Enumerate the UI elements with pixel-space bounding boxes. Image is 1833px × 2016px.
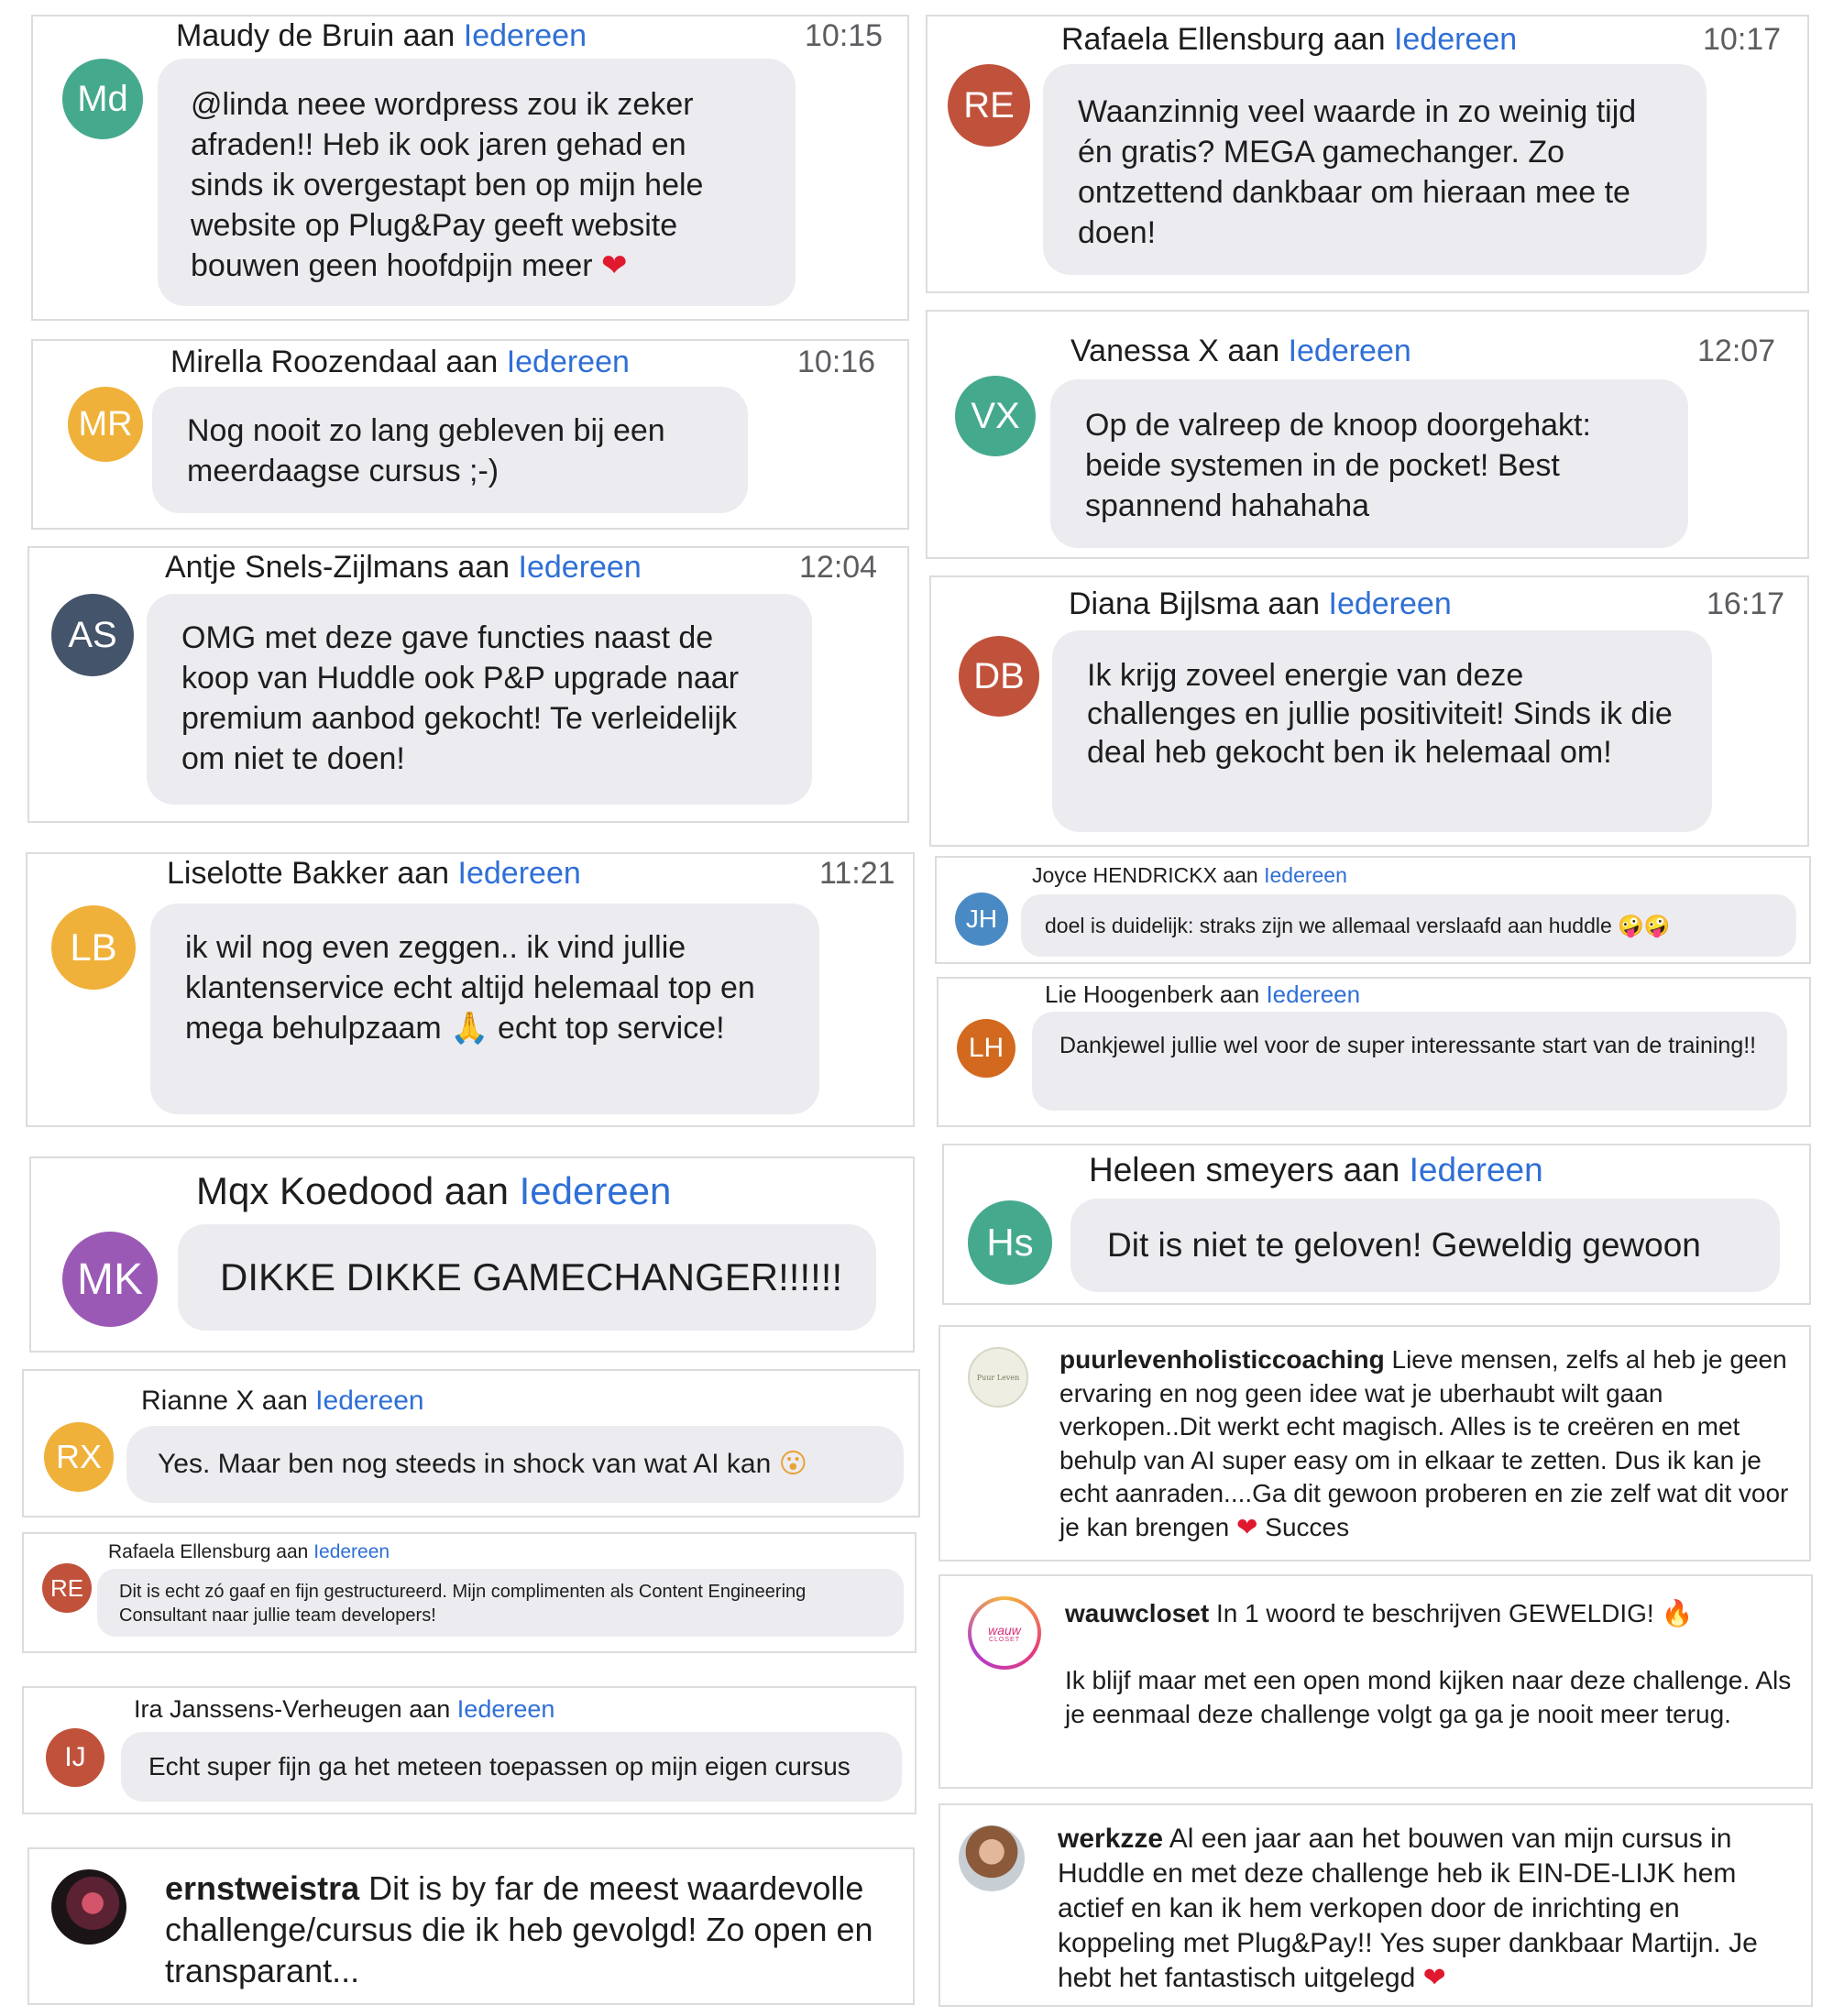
message-bubble (147, 594, 812, 805)
author-name[interactable]: Rianne X (141, 1386, 255, 1416)
recipient-link[interactable]: Iedereen (1409, 1151, 1543, 1189)
recipient-link[interactable]: Iedereen (1266, 981, 1361, 1008)
comment-card-rianne (22, 1369, 920, 1517)
message-text: Dit is echt zó gaaf en fijn gestructureerd. Mijn complimenten als Content Engineering Consultant naar jullie team developers! (119, 1582, 807, 1626)
timestamp: 12:04 (799, 550, 878, 585)
heart-icon: ❤ (1422, 1962, 1446, 1994)
message-bubble (1043, 64, 1707, 275)
message-text-end: Succes (1265, 1512, 1350, 1541)
message-text: ik wil nog even zeggen.. ik vind jullie klantenservice echt altijd helemaal top en mega behulpzaam (185, 930, 755, 1046)
message-bubble (158, 59, 796, 306)
message-text: Dit is by far de meest waardevolle challenge/cursus die ik heb gevolgd! Zo open en transparant... (165, 1869, 873, 1989)
author-name[interactable]: Vanessa X (1070, 334, 1219, 368)
message-text: doel is duidelijk: straks zijn we allemaal verslaafd aan huddle (1045, 914, 1612, 937)
username[interactable]: wauwcloset (1065, 1599, 1210, 1627)
logo-text: wauw (988, 1622, 1021, 1638)
message-text: Yes. Maar ben nog steeds in shock van wat AI kan (158, 1449, 772, 1479)
avatar[interactable]: Md (62, 59, 143, 139)
recipient-link[interactable]: Iedereen (1393, 22, 1518, 57)
comment-card-ernstweistra (27, 1847, 915, 2005)
connector: aan (402, 18, 456, 53)
comment-card-werkzze (938, 1803, 1813, 2007)
recipient-link[interactable]: Iedereen (315, 1386, 424, 1416)
avatar[interactable]: RX (44, 1422, 114, 1492)
message-text-2: Ik blijf maar met een open mond kijken naar deze challenge. Als je eenmaal deze challenge volgt ga ga je nooit meer terug. (1065, 1666, 1792, 1728)
message-bubble (1032, 1012, 1787, 1111)
recipient-link[interactable]: Iedereen (456, 1695, 555, 1723)
praying-hands-icon: 🙏 (450, 1010, 489, 1046)
author-name[interactable]: Joyce HENDRICKX (1032, 863, 1217, 887)
message-text: @linda neee wordpress zou ik zeker afraden!! Heb ik ook jaren gehad en sinds ik overgestapt ben op mijn hele website op Plug&Pay geeft website bouwen geen hoofdpijn meer (191, 87, 704, 283)
author-name[interactable]: Ira Janssens-Verheugen (134, 1695, 402, 1723)
connector: aan (445, 345, 499, 379)
avatar[interactable]: AS (51, 594, 134, 676)
timestamp: 10:16 (797, 345, 876, 379)
author-name[interactable]: Diana Bijlsma (1069, 586, 1259, 621)
comment-card-lie (937, 977, 1811, 1127)
author-name[interactable]: Mqx Koedood (196, 1169, 434, 1212)
message-text: Dit is niet te geloven! Geweldig gewoon (1107, 1226, 1701, 1264)
logo-text: Puur Leven (976, 1373, 1020, 1382)
message-text: Echt super fijn ga het meteen toepassen op mijn eigen cursus (148, 1752, 851, 1780)
timestamp: 10:15 (805, 18, 884, 53)
connector: aan (1333, 22, 1386, 57)
avatar[interactable]: JH (955, 893, 1008, 946)
profile-photo[interactable] (51, 1869, 126, 1945)
recipient-link[interactable]: Iedereen (1264, 863, 1347, 887)
avatar[interactable]: VX (955, 376, 1036, 456)
message-text-end: echt top service! (498, 1011, 725, 1046)
recipient-link[interactable]: Iedereen (457, 856, 581, 891)
zany-face-icon: 🤪🤪 (1618, 915, 1671, 938)
author-name[interactable]: Lie Hoogenberk (1045, 981, 1213, 1008)
message-text: Lieve mensen, zelfs al heb je geen ervaring en nog geen idee wat je uberhaubt wilt gaan verkopen..Dit werkt echt magisch. Alles is te creëren en met behulp van AI super easy om in elkaar te zetten. Dus ik kan je echt aanraden....Ga dit gewoon proberen en zie zelf wat dit voor je kan brengen (1059, 1345, 1789, 1541)
username[interactable]: werkzze (1058, 1824, 1164, 1854)
message-text: Waanzinnig veel waarde in zo weinig tijd én gratis? MEGA gamechanger. Zo ontzettend dankbaar om hieraan mee te doen! (1078, 94, 1637, 250)
message-bubble (1050, 379, 1688, 548)
fire-icon: 🔥 (1661, 1598, 1694, 1628)
recipient-link[interactable]: Iedereen (463, 18, 587, 53)
comment-card-wauwcloset (938, 1574, 1813, 1789)
author-name[interactable]: Rafaela Ellensburg (108, 1541, 271, 1562)
author-name[interactable]: Heleen smeyers (1089, 1151, 1334, 1189)
connector: aan (1227, 334, 1280, 368)
username[interactable]: ernstweistra (165, 1869, 360, 1907)
comment-card-maudy (31, 15, 909, 321)
avatar[interactable]: Hs (968, 1200, 1052, 1285)
timestamp: 16:17 (1707, 586, 1785, 621)
surprised-face-icon: 😮 (778, 1448, 807, 1480)
connector: aan (261, 1386, 308, 1416)
recipient-link[interactable]: Iedereen (1288, 334, 1411, 368)
comment-card-vanessa (926, 310, 1809, 559)
connector: aan (276, 1541, 309, 1562)
comment-card-antje (27, 546, 909, 823)
message-text: OMG met deze gave functies naast de koop van Huddle ook P&P upgrade naar premium aanbod gekocht! Te verleidelijk om niet te doen! (181, 620, 740, 776)
message-bubble (1052, 630, 1712, 832)
avatar[interactable]: LH (957, 1019, 1015, 1078)
heart-icon: ❤ (601, 247, 628, 284)
connector: aan (1268, 586, 1321, 621)
message-bubble (121, 1732, 902, 1802)
comment-card-heleen (942, 1144, 1811, 1305)
username[interactable]: puurlevenholisticcoaching (1059, 1345, 1385, 1374)
timestamp: 11:21 (819, 856, 895, 891)
avatar[interactable]: MR (68, 387, 143, 462)
timestamp: 12:07 (1697, 334, 1776, 368)
connector: aan (1219, 981, 1260, 1008)
message-bubble (150, 904, 819, 1114)
connector: aan (457, 550, 510, 585)
avatar[interactable]: MK (62, 1232, 158, 1327)
profile-logo[interactable] (968, 1347, 1028, 1408)
message-bubble (178, 1224, 876, 1331)
author-name[interactable]: Mirella Roozendaal (170, 345, 438, 379)
heart-icon: ❤ (1236, 1511, 1258, 1542)
profile-logo[interactable] (968, 1596, 1041, 1670)
avatar[interactable]: RE (948, 64, 1030, 147)
message-bubble (97, 1569, 904, 1637)
avatar[interactable]: LB (51, 905, 136, 990)
profile-photo[interactable] (959, 1825, 1025, 1891)
connector: aan (1343, 1151, 1400, 1189)
avatar[interactable]: RE (42, 1563, 92, 1613)
message-text: In 1 woord te beschrijven GEWELDIG! (1215, 1599, 1654, 1627)
comment-text (1058, 1822, 1800, 1996)
comment-card-mirella (31, 339, 909, 530)
message-bubble (1070, 1199, 1780, 1292)
recipient-link[interactable]: Iedereen (518, 550, 642, 585)
comment-text (1065, 1596, 1798, 1731)
connector: aan (409, 1695, 451, 1723)
comment-card-ira (22, 1686, 916, 1814)
comment-card-joyce (935, 856, 1811, 964)
avatar[interactable]: IJ (46, 1728, 104, 1787)
message-text: Nog nooit zo lang gebleven bij een meerdaagse cursus ;-) (187, 413, 665, 488)
comment-card-diana (929, 575, 1809, 847)
author-name[interactable]: Liselotte Bakker (167, 856, 389, 891)
recipient-link[interactable]: Iedereen (1328, 586, 1452, 621)
message-text: Al een jaar aan het bouwen van mijn cursus in Huddle en met deze challenge heb ik EIN-DE-LIJK hem actief en kan ik hem verkopen door de inrichting en koppeling met Plug&Pay!! Yes super dankbaar Martijn. Je hebt het fantastisch uitgelegd (1058, 1824, 1758, 1993)
author-name[interactable]: Maudy de Bruin (176, 18, 395, 53)
message-text: Op de valreep de knoop doorgehakt: beide systemen in de pocket! Best spannend hahahaha (1085, 408, 1591, 523)
connector: aan (397, 856, 450, 891)
timestamp: 10:17 (1703, 22, 1782, 57)
comment-card-puurleven (938, 1325, 1811, 1561)
message-bubble (152, 387, 748, 513)
message-text: DIKKE DIKKE GAMECHANGER!!!!!! (220, 1255, 843, 1298)
message-bubble (126, 1426, 904, 1503)
logo-subtext: CLOSET (988, 1636, 1020, 1643)
author-name[interactable]: Rafaela Ellensburg (1061, 22, 1325, 57)
comment-card-mqx (29, 1156, 915, 1353)
author-name[interactable]: Antje Snels-Zijlmans (165, 550, 449, 585)
comment-text (1059, 1343, 1793, 1544)
comment-card-liselotte (26, 852, 915, 1127)
comment-card-rafaela-small (22, 1532, 916, 1653)
connector: aan (1223, 863, 1258, 887)
comment-card-rafaela (926, 15, 1809, 293)
recipient-link[interactable]: Iedereen (313, 1541, 390, 1562)
avatar[interactable]: DB (959, 636, 1039, 717)
message-text: Ik krijg zoveel energie van deze challenges en jullie positiviteit! Sinds ik die deal heb gekocht ben ik helemaal om! (1087, 658, 1673, 770)
comment-text (165, 1868, 898, 1991)
recipient-link[interactable]: Iedereen (506, 345, 630, 379)
message-text: Dankjewel jullie wel voor de super interessante start van de training!! (1059, 1033, 1757, 1058)
message-bubble (1021, 894, 1796, 957)
recipient-link[interactable]: Iedereen (519, 1169, 672, 1212)
connector: aan (444, 1169, 509, 1212)
